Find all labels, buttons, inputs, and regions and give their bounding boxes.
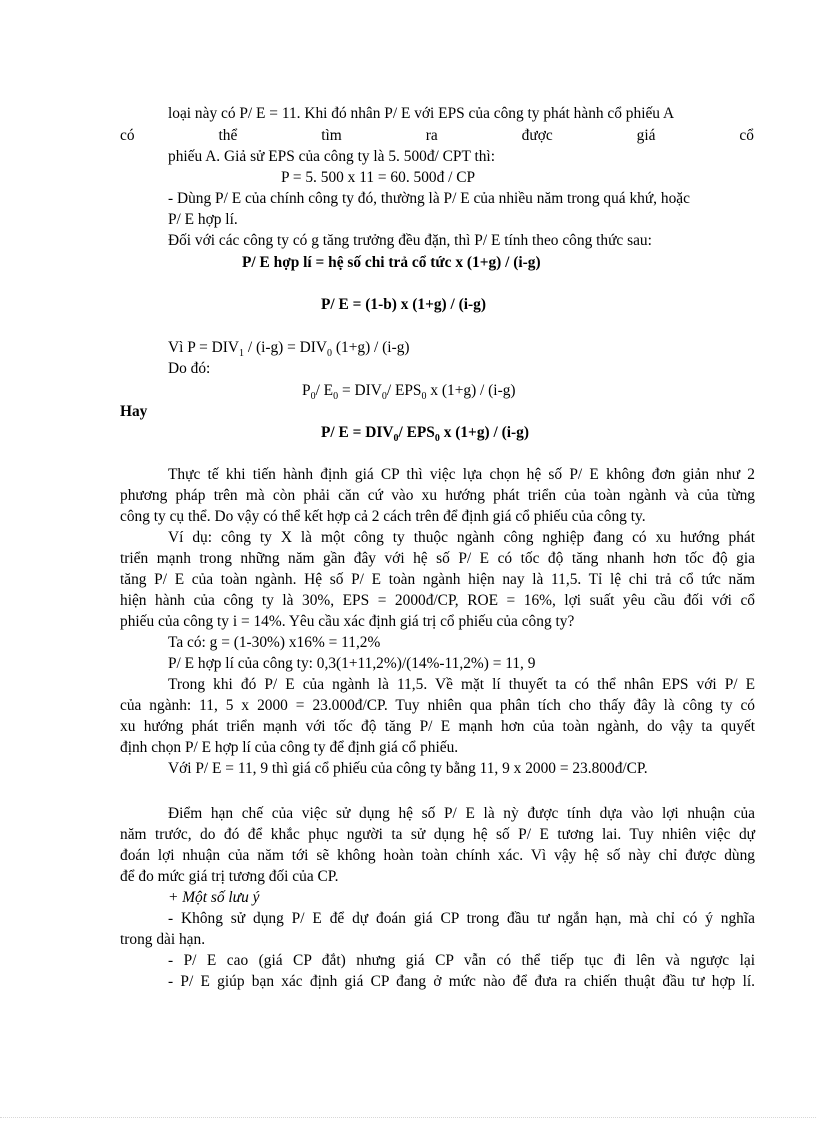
text-line: xu hướng phát triển mạnh với tốc độ tăng P/ E mạnh hơn của toàn ngành, do vậy ta quyết bbox=[120, 718, 755, 735]
text-line: P/ E hợp lí của công ty: 0,3(1+11,2%)/(14%-11,2%) = 11, 9 bbox=[168, 655, 536, 672]
text-line: tăng P/ E của toàn ngành. Hệ số P/ E toàn ngành hiện nay là 11,5. Tỉ lệ chi trả cổ tức năm bbox=[120, 571, 755, 588]
text-line: - Không sử dụng P/ E để dự đoán giá CP trong đầu tư ngắn hạn, mà chỉ có ý nghĩa bbox=[168, 910, 755, 927]
formula-pe-div: P/ $E = DIV_0/$ $EPS_0$ x (1+g) / (i-g) bbox=[321, 424, 529, 445]
note-heading: + Một số lưu ý bbox=[168, 889, 260, 906]
text-line: Thực tế khi tiến hành định giá CP thì việc lựa chọn hệ số P/ E không đơn giản như 2 bbox=[168, 466, 755, 483]
text-line: Điểm hạn chế của việc sử dụng hệ số P/ E là nỳ được tính dựa vào lợi nhuận của bbox=[168, 805, 755, 822]
word: giá bbox=[636, 127, 656, 144]
word: thể bbox=[218, 127, 238, 144]
text-line: - P/ E cao (giá CP đắt) nhưng giá CP vẫn có thể tiếp tục đi lên và ngược lại bbox=[168, 952, 755, 969]
text-line: - Dùng P/ E của chính công ty đó, thường là P/ E của nhiều năm trong quá khứ, hoặc bbox=[168, 190, 690, 207]
text-line: năm trước, do đó để khắc phục người ta sử dụng hệ số P/ E tương lai. Tuy nhiên việc dự bbox=[120, 826, 755, 843]
word: có bbox=[120, 127, 135, 144]
text-line: phiếu A. Giả sử EPS của công ty là 5. 500đ/ CPT thì: bbox=[168, 148, 495, 165]
formula-price: Vì $P = DIV_1 / (i-g) = DIV_0$ (1+g) / (i-g) bbox=[168, 339, 410, 360]
word: được bbox=[521, 127, 553, 144]
text-line: hiện hành của công ty là 30%, EPS = 2000đ/CP, ROE = 16%, lợi suất yêu cầu đối với cổ bbox=[120, 592, 755, 609]
text-line: của ngành: 11, 5 x 2000 = 23.000đ/CP. Tuy nhiên qua phân tích cho thấy đây là công ty có bbox=[120, 697, 755, 714]
text-hay: Hay bbox=[120, 403, 148, 420]
text-line: - P/ E giúp bạn xác định giá CP đang ở mức nào để đưa ra chiến thuật đầu tư hợp lí. bbox=[168, 973, 755, 990]
word: tìm bbox=[321, 127, 342, 144]
page-bottom-rule bbox=[0, 1117, 816, 1118]
text-line: Ta có: g = (1-30%) x16% = 11,2% bbox=[168, 634, 381, 651]
text-line: đoán lợi nhuận của năm tới sẽ không hoàn toàn chính xác. Vì vậy hệ số này chỉ được dùng bbox=[120, 847, 755, 864]
text-line: P/ E hợp lí. bbox=[168, 211, 238, 228]
text-line: Với P/ E = 11, 9 thì giá cổ phiếu của công ty bằng 11, 9 x 2000 = 23.800đ/CP. bbox=[168, 760, 648, 777]
formula-pe-payout: P/ E = (1-b) x (1+g) / (i-g) bbox=[321, 296, 487, 313]
formula-p0-e0: $P_0/$ $E_0 = DIV_0/$ $EPS_0$ x (1+g) / (i-g) bbox=[302, 382, 516, 403]
formula-pe-fair: P/ E hợp lí = hệ số chi trả cổ tức x (1+g) / (i-g) bbox=[242, 254, 541, 271]
text-line: trong dài hạn. bbox=[120, 931, 206, 948]
text-line: Ví dụ: công ty X là một công ty thuộc ngành công nghiệp đang có xu hướng phát bbox=[168, 529, 755, 546]
text-line: phương pháp trên mà còn phải căn cứ vào xu hướng phát triển của toàn ngành và của từng bbox=[120, 487, 755, 504]
text-line: triển mạnh trong những năm gần đây với hệ số P/ E có tốc độ tăng nhanh hơn tốc độ gia bbox=[120, 550, 755, 567]
text-line: loại này có P/ E = 11. Khi đó nhân P/ E với EPS của công ty phát hành cổ phiếu A bbox=[168, 105, 675, 122]
text-line: Đối với các công ty có g tăng trưởng đều đặn, thì P/ E tính theo công thức sau: bbox=[168, 232, 652, 249]
formula-line: P = 5. 500 x 11 = 60. 500đ / CP bbox=[281, 169, 476, 186]
text-line: công ty cụ thể. Do vậy có thể kết hợp cả 2 cách trên để định giá cổ phiếu của công ty. bbox=[120, 508, 646, 525]
text-line: để đo mức giá trị tương đối của CP. bbox=[120, 868, 339, 885]
text-line: phiếu của công ty i = 14%. Yêu cầu xác định giá trị cổ phiếu của công ty? bbox=[120, 613, 575, 630]
word: cổ bbox=[739, 127, 754, 144]
text-line: Trong khi đó P/ E của ngành là 11,5. Về mặt lí thuyết ta có thể nhân EPS với P/ E bbox=[168, 676, 755, 693]
word: ra bbox=[425, 127, 438, 144]
justified-line bbox=[120, 126, 754, 146]
text-line: Do đó: bbox=[168, 360, 211, 377]
text-line: định chọn P/ E hợp lí của công ty để định giá cổ phiếu. bbox=[120, 739, 459, 756]
